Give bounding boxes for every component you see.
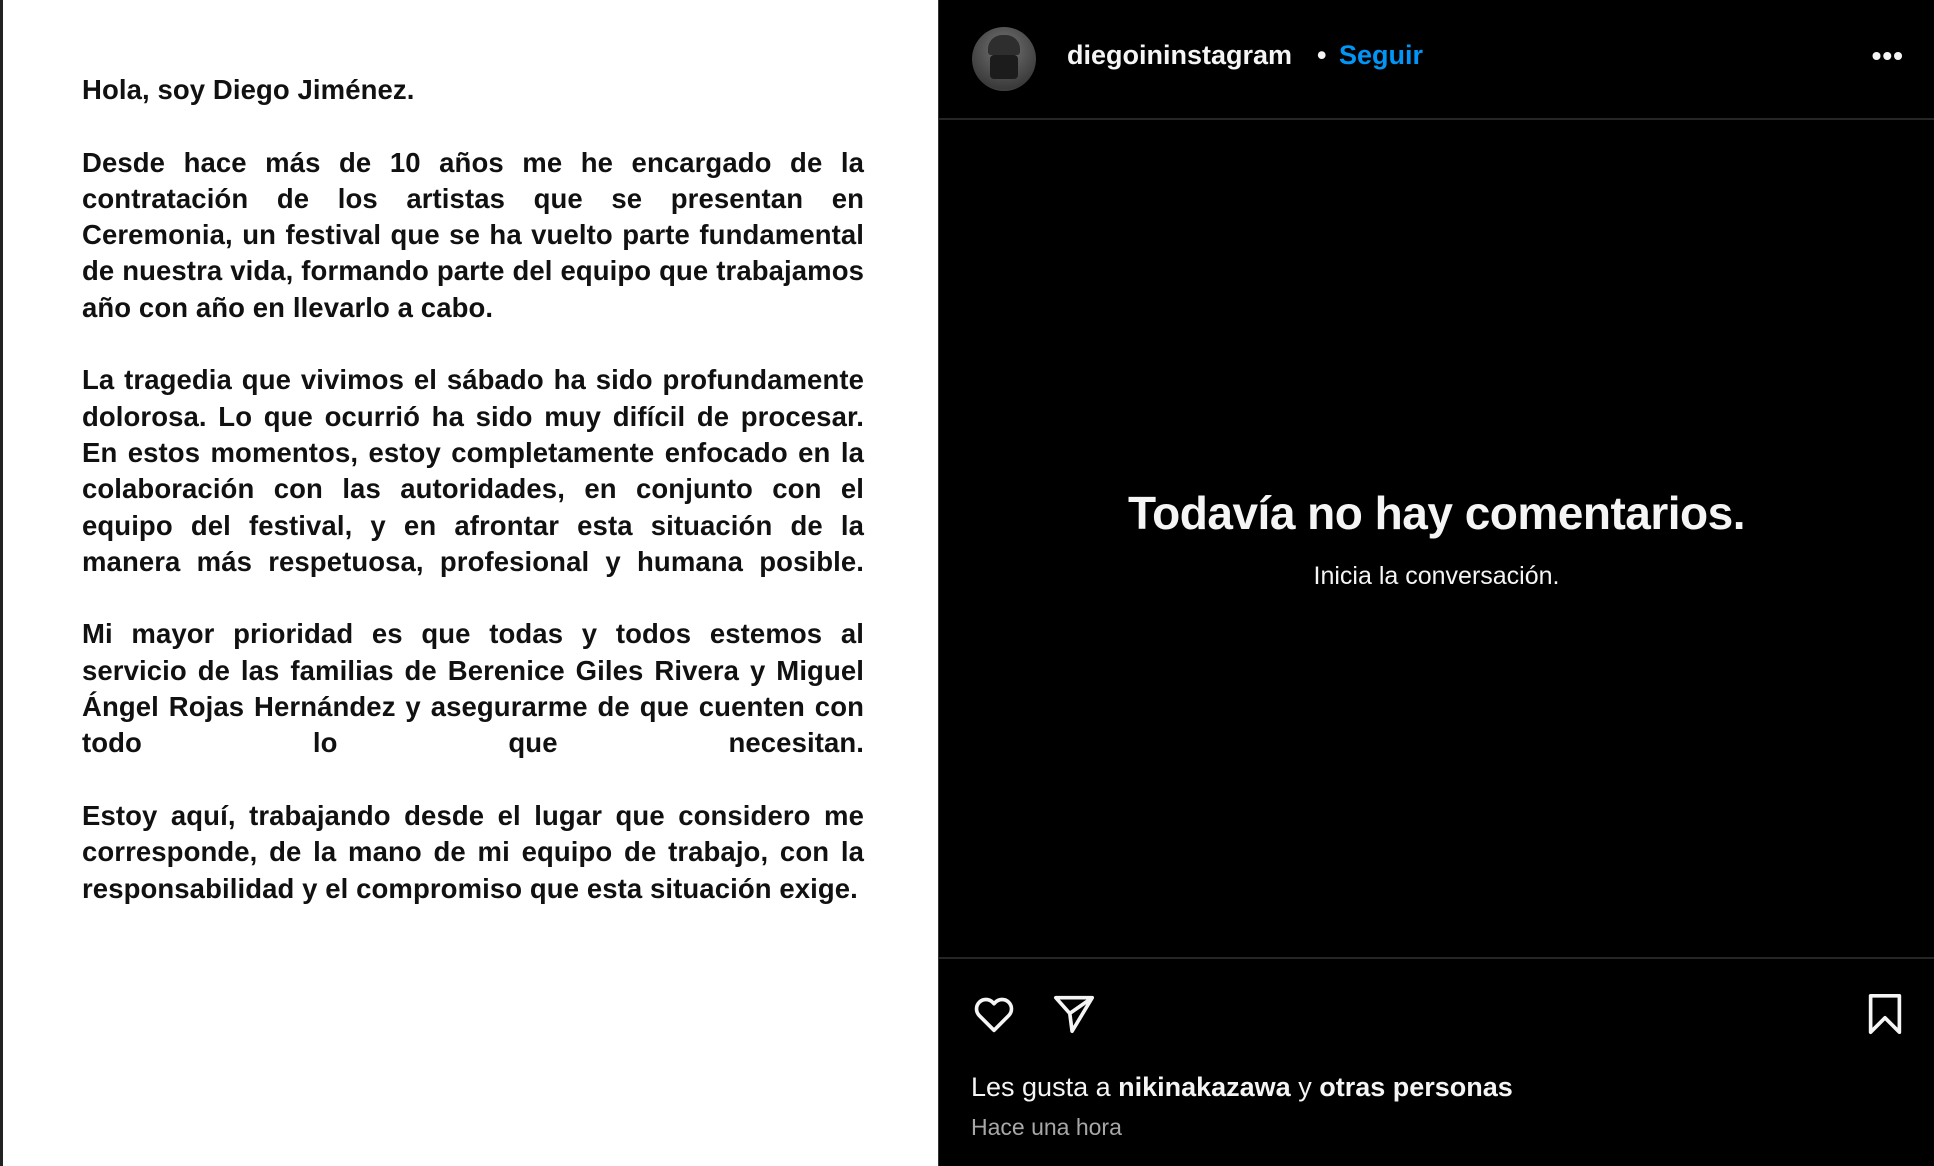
comments-empty-state <box>939 486 1934 591</box>
more-options-icon[interactable]: ••• <box>1871 40 1904 71</box>
post-image <box>0 0 938 1166</box>
share-icon[interactable] <box>1051 991 1097 1037</box>
post-timestamp[interactable]: Hace una hora <box>971 1114 1122 1140</box>
paragraph: Hola, soy Diego Jiménez. <box>82 74 415 105</box>
other-likers-link[interactable]: otras personas <box>1319 1072 1513 1102</box>
heart-icon[interactable] <box>971 991 1017 1037</box>
separator-dot: • <box>1317 40 1327 70</box>
post-statement-text <box>82 72 864 943</box>
likes-summary <box>971 1072 1513 1103</box>
paragraph: La tragedia que vivimos el sábado ha sido profundamente dolorosa. Lo que ocurrió ha sido muy difícil de procesar. En estos momentos, estoy completamente enfocado en la colaboración con las autoridades, en conjunto con el equipo del festival, y en afrontar esta situación de la manera más respetuosa, profesional y humana posible. <box>82 364 864 577</box>
post-sidebar <box>938 0 1934 1166</box>
follow-button[interactable]: Seguir <box>1339 40 1424 70</box>
post-actions <box>939 957 1934 1166</box>
likes-connector: y <box>1290 1072 1320 1102</box>
paragraph: Desde hace más de 10 años me he encargado de la contratación de los artistas que se presentan en Ceremonia, un festival que se ha vuelto parte fundamental de nuestra vida, formando parte del equipo que trabajamos año con año en llevarlo a cabo. <box>82 146 864 323</box>
empty-comments-subtitle: Inicia la conversación. <box>1313 562 1560 590</box>
bookmark-icon[interactable] <box>1862 991 1908 1037</box>
paragraph: Estoy aquí, trabajando desde el lugar que considero me corresponde, de la mano de mi equipo de trabajo, con la responsabilidad y el compromiso que esta situación exige. <box>82 799 864 904</box>
avatar[interactable] <box>972 27 1036 91</box>
post-header <box>939 0 1934 120</box>
username-link[interactable]: diegoininstagram <box>1067 40 1293 70</box>
likes-prefix: Les gusta a <box>971 1072 1119 1102</box>
paragraph: Mi mayor prioridad es que todas y todos estemos al servicio de las familias de Berenice Giles Rivera y Miguel Ángel Rojas Hernández y asegurarme de que cuenten con todo lo que necesitan. <box>82 618 864 759</box>
empty-comments-title: Todavía no hay comentarios. <box>1127 487 1746 539</box>
liker-username-link[interactable]: nikinakazawa <box>1118 1072 1291 1102</box>
